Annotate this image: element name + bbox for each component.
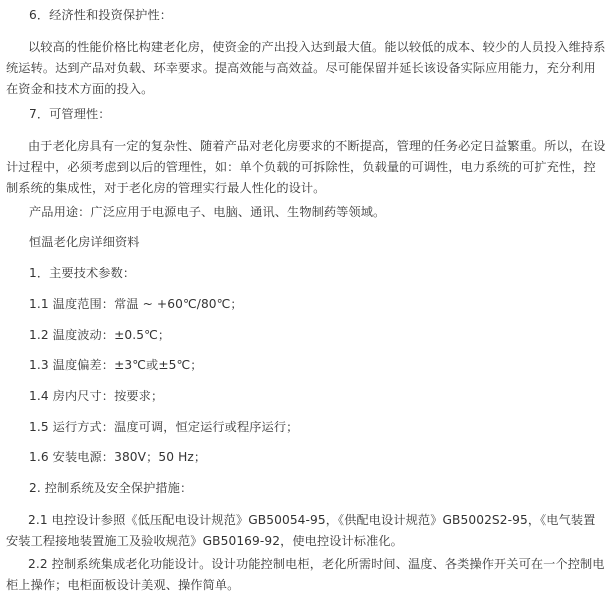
control-design-text: 2.1 电控设计参照《低压配电设计规范》GB50054-95，《供配电设计规范》GB5002S2-95，《电气装置安装工程接地装置施工及验收规范》GB50169-92，使电控设计标准化。	[6, 513, 596, 548]
control-integration-paragraph	[6, 554, 606, 596]
section-6-heading: 6．经济性和投资保护性：	[29, 8, 173, 22]
param-room-size: 1.4 房内尺寸：按要求；	[29, 389, 164, 403]
control-design-paragraph	[6, 510, 606, 552]
param-operation-mode: 1.5 运行方式：温度可调，恒定运行或程序运行；	[29, 420, 299, 434]
section-6-paragraph	[6, 37, 606, 100]
section-7-heading: 7．可管理性：	[29, 107, 111, 121]
param-temperature-fluctuation: 1.2 温度波动：±0.5℃；	[29, 328, 171, 342]
section-7-paragraph	[6, 136, 606, 199]
section-7-text: 由于老化房具有一定的复杂性、随着产品对老化房要求的不断提高，管理的任务必定日益繁重。所以，在设计过程中，必须考虑到以后的管理性，如：单个负载的可拆除性，负载量的可调性，电力系统的可扩充性，控制系统的集成性，对于老化房的管理实行最人性化的设计。	[6, 139, 606, 195]
param-power-supply: 1.6 安装电源：380V；50 Hz；	[29, 450, 207, 464]
control-safety-heading: 2. 控制系统及安全保护措施：	[29, 481, 193, 495]
product-usage: 产品用途：广泛应用于电源电子、电脑、通讯、生物制药等领域。	[29, 205, 386, 219]
section-6-text: 以较高的性能价格比构建老化房，使资金的产出投入达到最大值。能以较低的成本、较少的人员投入维持系统运转。达到产品对负载、环幸要求。提高效能与高效益。尽可能保留并延长该设备实际应用能力，充分利用在资金和技术方面的投入。	[6, 40, 606, 96]
param-temperature-range: 1.1 温度范围：常温 ~ +60℃/80℃；	[29, 297, 243, 311]
param-temperature-deviation: 1.3 温度偏差：±3℃或±5℃；	[29, 358, 203, 372]
control-integration-text: 2.2 控制系统集成老化功能设计。设计功能控制电柜，老化所需时间、温度、各类操作开关可在一个控制电柜上操作；电柜面板设计美观、操作简单。	[6, 557, 605, 592]
details-title: 恒温老化房详细资料	[29, 235, 140, 249]
tech-params-heading: 1．主要技术参数：	[29, 266, 136, 280]
